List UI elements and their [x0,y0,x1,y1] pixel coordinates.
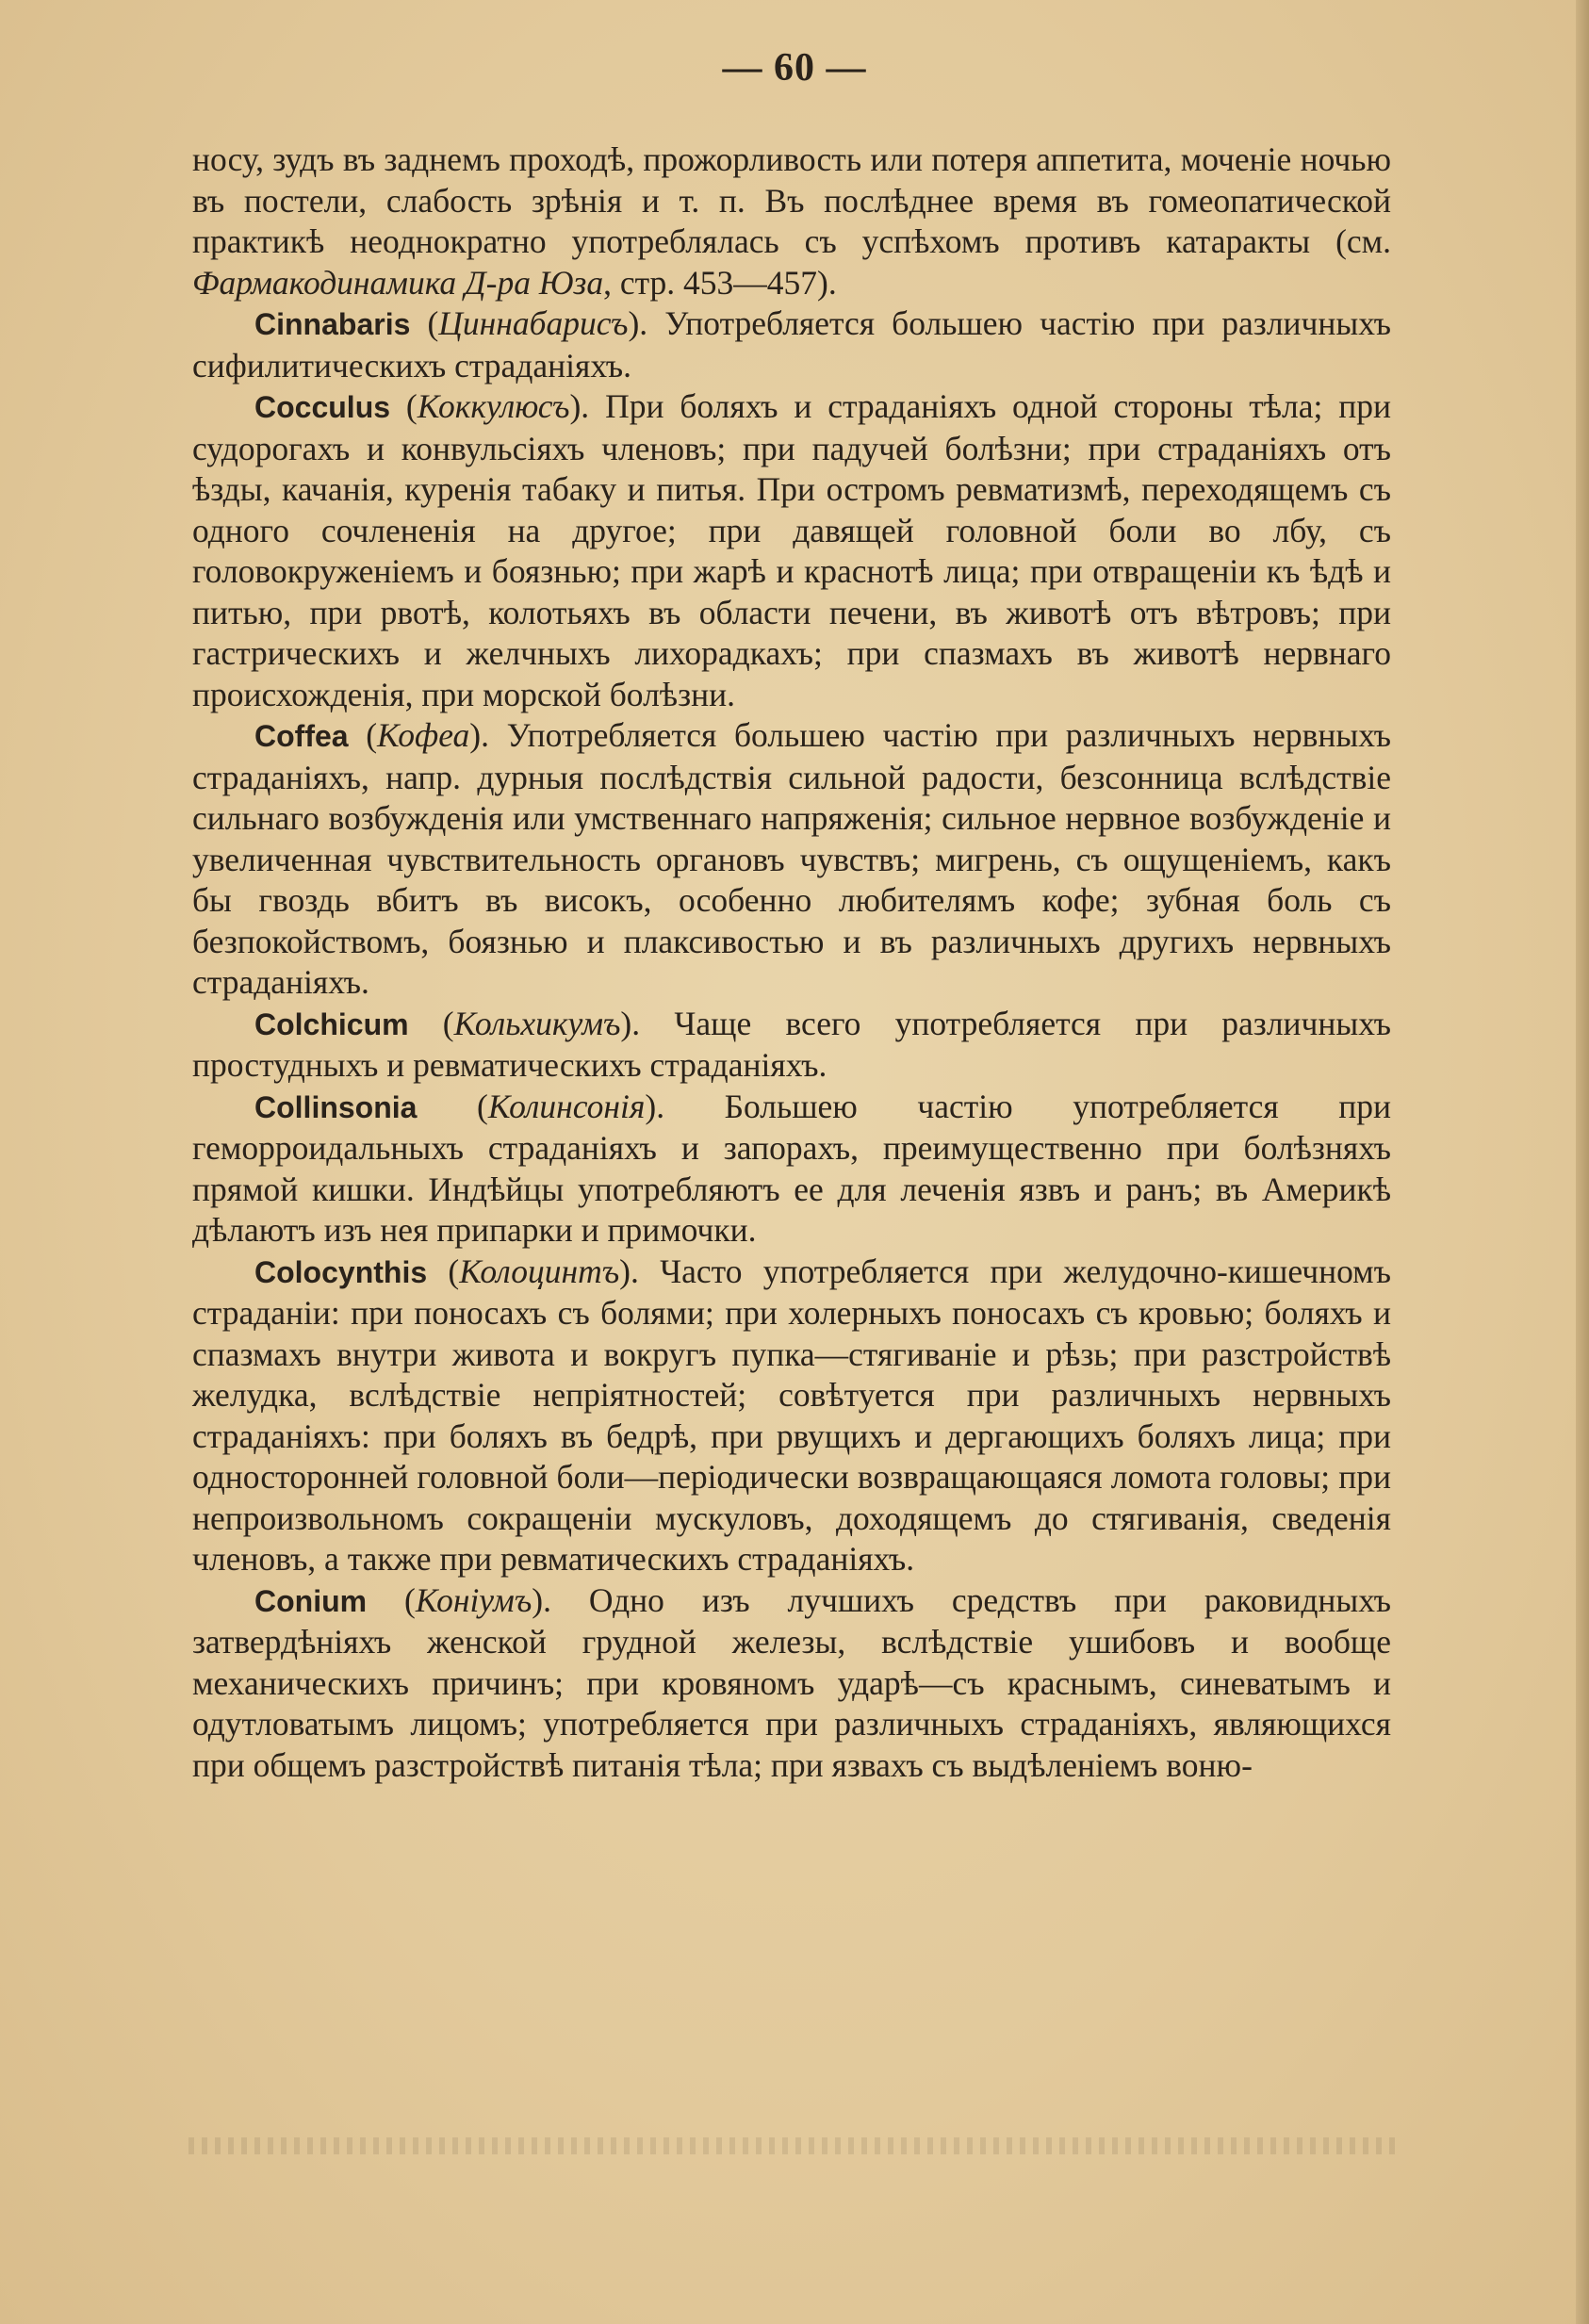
page-body [192,139,1391,1786]
paren-close: ). [620,1004,641,1042]
reference-tail: , стр. 453—457). [603,263,837,302]
entry-term: Conium [254,1583,368,1618]
entry-cocculus [192,386,1391,715]
entry-colocynthis [192,1252,1391,1580]
entry-russian-name: Коккулюсъ [417,387,570,425]
intro-text: носу, зудъ въ заднемъ проходѣ, прожорливость или потеря аппетита, моченіе ночью въ постели, слабость зрѣнія и т. п. Въ послѣднее время въ гомеопатической практикѣ неоднократно употреблялась съ успѣхомъ противъ катаракты (см. [192,140,1391,260]
entry-term: Cinnabaris [254,307,411,341]
paren-open: ( [367,1580,416,1619]
entry-text: При боляхъ и страданіяхъ одной стороны тѣла; при судорогахъ и конвульсіяхъ членовъ; при падучей болѣзни; при страданіяхъ отъ ѣзды, качанія, куренія табаку и питья. При остромъ ревматизмѣ, переходящемъ съ одного сочлененія на другое; при давящей головной боли во лбу, съ головокруженіемъ и боязнью; при жарѣ и краснотѣ лица; при отвращеніи къ ѣдѣ и питью, при рвотѣ, колотьяхъ въ области печени, въ животѣ отъ вѣтровъ; при гастрическихъ и желчныхъ лихорадкахъ; при спазмахъ въ животѣ нервнаго происхожденія, при морской болѣзни. [192,387,1391,713]
entry-collinsonia [192,1087,1391,1252]
reference-title: Фармакодинамика Д-ра Юза [192,263,604,302]
paren-close: ). [569,387,590,425]
entry-text: Чаще всего употребляется при различныхъ простудныхъ и ревматическихъ страданіяхъ. [192,1004,1391,1084]
entry-term: Cocculus [254,390,391,424]
entry-text: Употребляется большею частію при различныхъ сифилитическихъ страданіяхъ. [192,304,1391,385]
paren-open: ( [390,387,418,425]
paren-open: ( [348,716,378,754]
entry-text: Употребляется большею частію при различныхъ нервныхъ страданіяхъ, напр. дурныя послѣдствія сильной радости, безсонница вслѣдствіе сильнаго возбужденія или умственнаго напряженія; сильное нервное возбужденіе и увеличенная чувствительность органовъ чувствъ; мигрень, съ ощущеніемъ, какъ бы гвоздь вбитъ въ високъ, особенно любителямъ кофе; зубная боль съ безпокойствомъ, боязнью и плаксивостью и въ различныхъ другихъ нервныхъ страданіяхъ. [192,716,1391,1001]
entry-term: Colchicum [254,1007,409,1041]
paren-close: ). [628,304,648,342]
entry-russian-name: Циннабарисъ [438,304,629,342]
entry-text: Большею частію употребляется при геморроидальныхъ страданіяхъ и запорахъ, преимущественно при болѣзняхъ прямой кишки. Индѣйцы употребляютъ ее для леченія язвъ и ранъ; въ Америкѣ дѣлаютъ изъ нея припарки и примочки. [192,1087,1391,1249]
entry-russian-name: Коніумъ [415,1580,532,1619]
entry-term: Colocynthis [254,1254,428,1289]
paren-close: ). [619,1252,639,1290]
entry-coffea [192,715,1391,1004]
entry-text: Одно изъ лучшихъ средствъ при раковидныхъ затвердѣніяхъ женской грудной железы, вслѣдствіе ушибовъ и вообще механическихъ причинъ; при кровяномъ ударѣ—съ краснымъ, синеватымъ и одутловатымъ лицомъ; употребляется при различныхъ страданіяхъ, являющихся при общемъ разстройствѣ питанія тѣла; при язвахъ съ выдѣленіемъ воню- [192,1580,1391,1784]
entry-text: Часто употребляется при желудочно-кишечномъ страданіи: при поносахъ съ болями; при холерныхъ поносахъ съ кровью; боляхъ и спазмахъ внутри живота и вокругъ пупка—стягиваніе и рѣзь; при разстройствѣ желудка, вслѣдствіе непріятностей; совѣтуется при различныхъ нервныхъ страданіяхъ: при боляхъ въ бедрѣ, при рвущихъ и дергающихъ боляхъ лица; при односторонней головной боли—періодически возвращающаяся ломота головы; при непроизвольномъ сокращеніи мускуловъ, доходящемъ до стягиванія, сведенія членовъ, а также при ревматическихъ страданіяхъ. [192,1252,1392,1578]
entry-russian-name: Кофеа [377,716,470,754]
entry-russian-name: Кольхикумъ [453,1004,621,1042]
entry-russian-name: Колинсонія [487,1087,646,1125]
paren-open: ( [410,304,439,342]
page-number: — 60 — [722,46,867,90]
paren-close: ). [645,1087,665,1125]
paren-open: ( [427,1252,460,1290]
page-edge [1576,0,1589,2324]
bleed-through-smudge [188,2137,1395,2154]
entry-term: Collinsonia [254,1089,418,1124]
paren-open: ( [417,1087,488,1125]
entry-cinnabaris [192,303,1391,386]
entry-colchicum [192,1004,1391,1087]
entry-conium [192,1580,1391,1787]
paren-open: ( [408,1004,454,1042]
paren-close: ). [532,1580,551,1619]
paren-close: ). [469,716,489,754]
entry-term: Coffea [254,719,349,753]
entry-russian-name: Колоцинтъ [459,1252,620,1290]
paragraph-intro [192,139,1391,303]
